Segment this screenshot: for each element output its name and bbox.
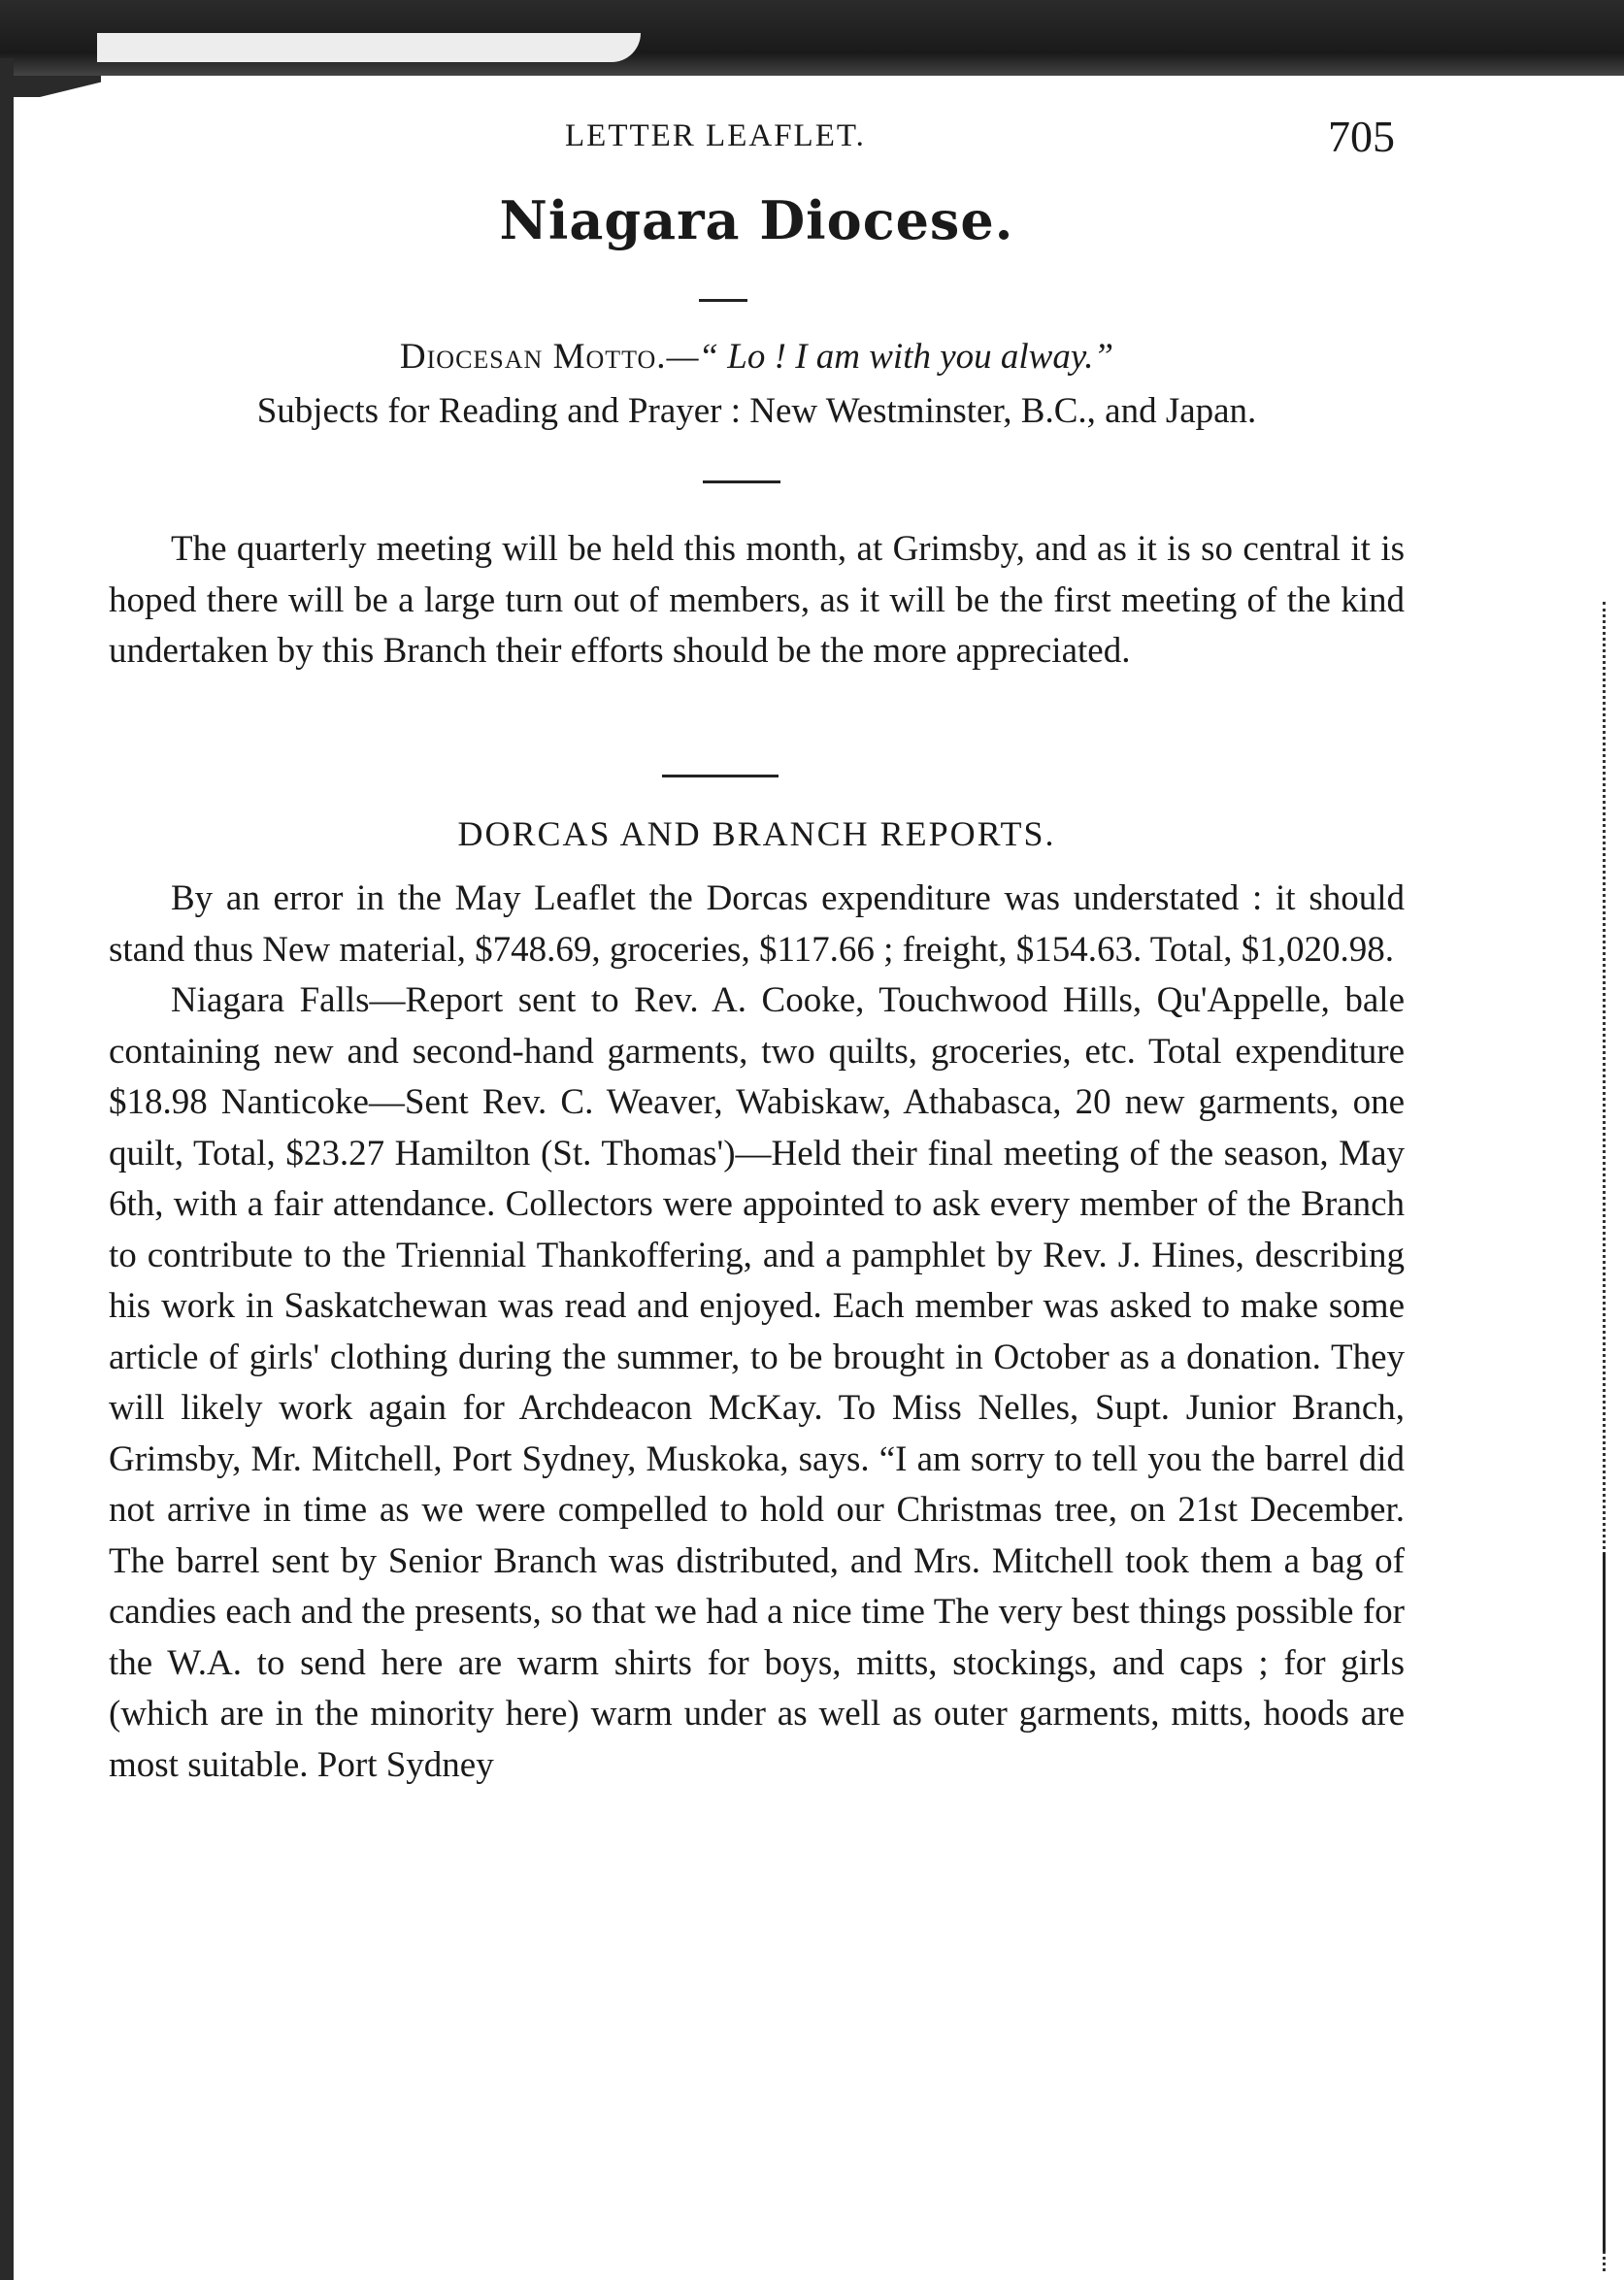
diocese-title: Niagara Diocese.	[499, 189, 1014, 251]
scan-right-edge-line	[1603, 1553, 1608, 2252]
reports-heading: DORCAS AND BRANCH REPORTS.	[457, 814, 1056, 853]
motto-label: Diocesan Motto.	[399, 337, 667, 377]
scan-top-border-gap	[97, 33, 641, 62]
running-title: LETTER LEAFLET.	[565, 118, 866, 153]
short-rule-2	[703, 480, 780, 483]
reports-body	[109, 874, 1405, 1791]
short-rule-1	[699, 299, 747, 302]
motto-text: —“ Lo ! I am with you alway.”	[666, 337, 1114, 377]
page-number: 705	[1328, 112, 1395, 161]
intro-paragraph	[109, 524, 1405, 677]
subjects-for-prayer: Subjects for Reading and Prayer : New Westminster, B.C., and Japan.	[256, 391, 1257, 431]
reports-paragraph-1: By an error in the May Leaflet the Dorcas expenditure was understated : it should stand thus New material, $748.69, groceries, $117.66 ; freight, $154.63. Total, $1,020.98.	[109, 878, 1405, 970]
scan-left-border	[0, 58, 14, 2280]
document-page	[109, 97, 1405, 2232]
section-rule	[662, 775, 779, 777]
scan-left-notch	[14, 76, 101, 97]
reports-paragraph-2: Niagara Falls—Report sent to Rev. A. Cooke, Touchwood Hills, Qu'Appelle, bale containing new and second-hand garments, two quilts, groceries, etc. Total expenditure $18.98 Nanticoke—Sent Rev. C. Weaver, Wabiskaw, Athabasca, 20 new garments, one quilt, Total, $23.27 Hamilton (St. Thomas')—Held their final meeting of the season, May 6th, with a fair attendance. Collectors were appointed to ask every member of the Branch to contribute to the Triennial Thankoffering, and a pamphlet by Rev. J. Hines, describing his work in Saskatchewan was read and enjoyed. Each member was asked to make some article of girls' clothing during the summer, to be brought in October as a donation. They will likely work again for Archdeacon McKay. To Miss Nelles, Supt. Junior Branch, Grimsby, Mr. Mitchell, Port Sydney, Muskoka, says. “I am sorry to tell you the barrel did not arrive in time as we were compelled to hold our Christmas tree, on 21st December. The barrel sent by Senior Branch was distributed, and Mrs. Mitchell took them a bag of candies each and the presents, so that we had a nice time The very best things possible for the W.A. to send here are warm shirts for boys, mitts, stockings, and caps ; for girls (which are in the minority here) warm under as well as outer garments, mitts, hoods are most suitable. Port Sydney	[109, 980, 1405, 1785]
diocesan-motto	[109, 336, 1405, 378]
intro-paragraph-text: The quarterly meeting will be held this month, at Grimsby, and as it is so central it is hoped there will be a large turn out of members, as it will be the first meeting of the kind undertaken by this Branch their efforts should be the more appreciated.	[109, 529, 1405, 671]
running-head	[109, 112, 1405, 161]
